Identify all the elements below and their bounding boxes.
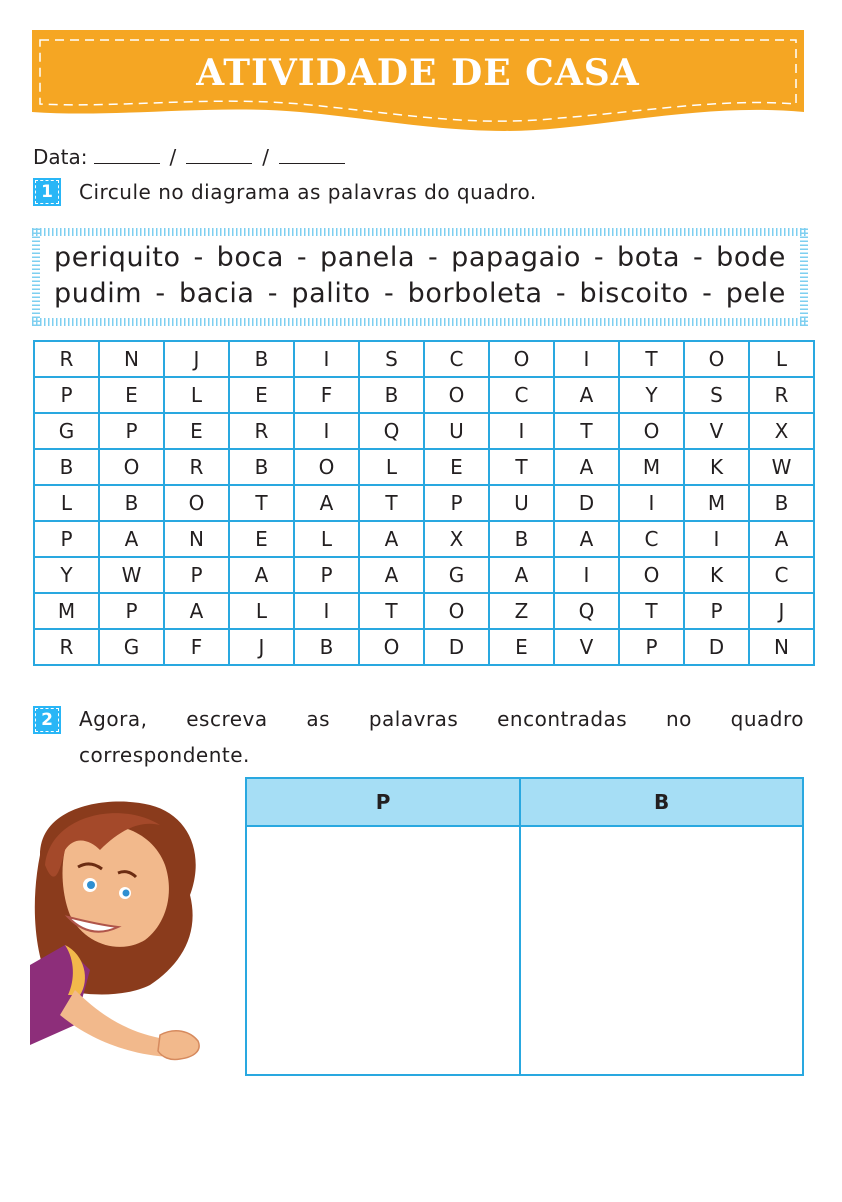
grid-cell[interactable]: B [489, 521, 554, 557]
question-2-text [79, 707, 804, 731]
grid-cell[interactable]: N [164, 521, 229, 557]
grid-cell[interactable]: P [294, 557, 359, 593]
word-box-border [32, 228, 40, 326]
question-2-word: Agora, [79, 707, 148, 731]
grid-cell[interactable]: W [99, 557, 164, 593]
grid-cell[interactable]: A [229, 557, 294, 593]
grid-cell[interactable]: U [424, 413, 489, 449]
grid-cell[interactable]: L [34, 485, 99, 521]
question-2-word: escreva [186, 707, 268, 731]
answer-table [245, 777, 804, 1076]
grid-cell[interactable]: R [34, 629, 99, 665]
grid-cell[interactable]: X [749, 413, 814, 449]
grid-cell[interactable]: M [619, 449, 684, 485]
grid-cell[interactable]: T [359, 593, 424, 629]
grid-cell[interactable]: A [294, 485, 359, 521]
grid-cell[interactable]: T [619, 341, 684, 377]
page-title: ATIVIDADE DE CASA [196, 52, 640, 94]
grid-cell[interactable]: E [424, 449, 489, 485]
grid-cell[interactable]: F [294, 377, 359, 413]
day-field[interactable] [94, 145, 160, 164]
grid-cell[interactable]: G [34, 413, 99, 449]
grid-row [34, 629, 814, 665]
grid-cell[interactable]: P [684, 593, 749, 629]
grid-row [34, 413, 814, 449]
word-search-grid [33, 340, 815, 666]
date-separator: / [262, 145, 269, 169]
word-box [32, 228, 808, 326]
grid-row [34, 521, 814, 557]
grid-cell[interactable]: K [684, 449, 749, 485]
grid-cell[interactable]: Z [489, 593, 554, 629]
grid-cell[interactable]: O [99, 449, 164, 485]
question-2-word: as [306, 707, 331, 731]
grid-row [34, 377, 814, 413]
grid-cell[interactable]: P [99, 593, 164, 629]
question-2-word: encontradas [497, 707, 628, 731]
grid-cell[interactable]: R [749, 377, 814, 413]
grid-cell[interactable]: T [619, 593, 684, 629]
grid-cell[interactable]: O [489, 341, 554, 377]
question-2-word: no [665, 707, 692, 731]
question-2-word: palavras [368, 707, 459, 731]
grid-cell[interactable]: A [359, 521, 424, 557]
word-box-border [32, 318, 808, 326]
grid-cell[interactable]: I [554, 557, 619, 593]
grid-cell[interactable]: L [749, 341, 814, 377]
grid-cell[interactable]: I [554, 341, 619, 377]
grid-row [34, 593, 814, 629]
grid-cell[interactable]: C [619, 521, 684, 557]
grid-cell[interactable]: S [684, 377, 749, 413]
grid-cell[interactable]: I [489, 413, 554, 449]
grid-cell[interactable]: Q [359, 413, 424, 449]
date-line [33, 145, 351, 169]
grid-cell[interactable]: A [749, 521, 814, 557]
grid-cell[interactable]: O [424, 377, 489, 413]
month-field[interactable] [186, 145, 252, 164]
grid-cell[interactable]: Y [34, 557, 99, 593]
year-field[interactable] [279, 145, 345, 164]
grid-cell[interactable]: J [749, 593, 814, 629]
grid-cell[interactable]: A [99, 521, 164, 557]
grid-cell[interactable]: A [164, 593, 229, 629]
grid-cell[interactable]: M [34, 593, 99, 629]
question-1-badge: 1 [33, 178, 61, 206]
grid-cell[interactable]: S [359, 341, 424, 377]
grid-cell[interactable]: T [489, 449, 554, 485]
grid-cell[interactable]: E [489, 629, 554, 665]
grid-row [34, 449, 814, 485]
word-box-border [32, 228, 808, 236]
grid-cell[interactable]: V [684, 413, 749, 449]
grid-cell[interactable]: V [554, 629, 619, 665]
grid-cell[interactable]: T [554, 413, 619, 449]
grid-cell[interactable]: T [359, 485, 424, 521]
grid-cell[interactable]: O [424, 593, 489, 629]
grid-cell[interactable]: F [164, 629, 229, 665]
grid-cell[interactable]: A [554, 449, 619, 485]
grid-cell[interactable]: N [99, 341, 164, 377]
grid-cell[interactable]: I [294, 593, 359, 629]
grid-cell[interactable]: L [164, 377, 229, 413]
grid-cell[interactable]: B [229, 341, 294, 377]
grid-cell[interactable]: A [554, 521, 619, 557]
grid-cell[interactable]: D [684, 629, 749, 665]
grid-cell[interactable]: C [424, 341, 489, 377]
grid-cell[interactable]: W [749, 449, 814, 485]
grid-cell[interactable]: D [554, 485, 619, 521]
grid-cell[interactable]: E [229, 377, 294, 413]
grid-cell[interactable]: P [424, 485, 489, 521]
question-1-text: Circule no diagrama as palavras do quadro. [79, 180, 537, 204]
grid-row [34, 557, 814, 593]
grid-cell[interactable]: E [99, 377, 164, 413]
grid-cell[interactable]: R [34, 341, 99, 377]
grid-cell[interactable]: I [294, 341, 359, 377]
grid-cell[interactable]: B [229, 449, 294, 485]
grid-cell[interactable]: B [749, 485, 814, 521]
grid-cell[interactable]: C [749, 557, 814, 593]
girl-illustration [30, 795, 230, 1080]
grid-cell[interactable]: Y [619, 377, 684, 413]
grid-cell[interactable]: O [619, 413, 684, 449]
grid-cell[interactable]: B [294, 629, 359, 665]
grid-cell[interactable]: Q [554, 593, 619, 629]
grid-cell[interactable]: L [359, 449, 424, 485]
grid-cell[interactable]: N [749, 629, 814, 665]
grid-cell[interactable]: E [164, 413, 229, 449]
grid-cell[interactable]: P [34, 521, 99, 557]
question-2-word: quadro [730, 707, 804, 731]
grid-cell[interactable]: P [619, 629, 684, 665]
grid-cell[interactable]: A [489, 557, 554, 593]
grid-cell[interactable]: L [294, 521, 359, 557]
grid-cell[interactable]: P [164, 557, 229, 593]
grid-cell[interactable]: O [684, 341, 749, 377]
column-header-b: B [520, 778, 803, 826]
grid-cell[interactable]: X [424, 521, 489, 557]
grid-cell[interactable]: P [34, 377, 99, 413]
grid-cell[interactable]: B [359, 377, 424, 413]
grid-cell[interactable]: B [34, 449, 99, 485]
grid-cell[interactable]: T [229, 485, 294, 521]
date-separator: / [169, 145, 177, 169]
word-list-line: periquito - boca - panela - papagaio - bota - bode [54, 242, 786, 273]
grid-cell[interactable]: J [229, 629, 294, 665]
question-2-text-continued: correspondente. [79, 743, 250, 767]
grid-cell[interactable]: C [489, 377, 554, 413]
date-label: Data: [33, 145, 88, 169]
grid-cell[interactable]: J [164, 341, 229, 377]
grid-cell[interactable]: O [164, 485, 229, 521]
answer-cell-b[interactable] [520, 826, 803, 1075]
grid-row [34, 485, 814, 521]
grid-cell[interactable]: E [229, 521, 294, 557]
grid-cell[interactable]: O [359, 629, 424, 665]
grid-cell[interactable]: O [294, 449, 359, 485]
word-box-border [800, 228, 808, 326]
grid-cell[interactable]: I [294, 413, 359, 449]
grid-cell[interactable]: U [489, 485, 554, 521]
column-header-p: P [246, 778, 520, 826]
grid-cell[interactable]: D [424, 629, 489, 665]
grid-cell[interactable]: I [619, 485, 684, 521]
answer-cell-p[interactable] [246, 826, 520, 1075]
word-list-line: pudim - bacia - palito - borboleta - biscoito - pele [54, 278, 786, 309]
grid-cell[interactable]: G [99, 629, 164, 665]
grid-cell[interactable]: A [359, 557, 424, 593]
grid-cell[interactable]: R [164, 449, 229, 485]
question-2-badge: 2 [33, 706, 61, 734]
grid-cell[interactable]: K [684, 557, 749, 593]
grid-cell[interactable]: R [229, 413, 294, 449]
grid-cell[interactable]: O [619, 557, 684, 593]
grid-cell[interactable]: P [99, 413, 164, 449]
grid-row [34, 341, 814, 377]
grid-cell[interactable]: M [684, 485, 749, 521]
grid-cell[interactable]: B [99, 485, 164, 521]
grid-cell[interactable]: G [424, 557, 489, 593]
grid-cell[interactable]: L [229, 593, 294, 629]
grid-cell[interactable]: A [554, 377, 619, 413]
grid-cell[interactable]: I [684, 521, 749, 557]
